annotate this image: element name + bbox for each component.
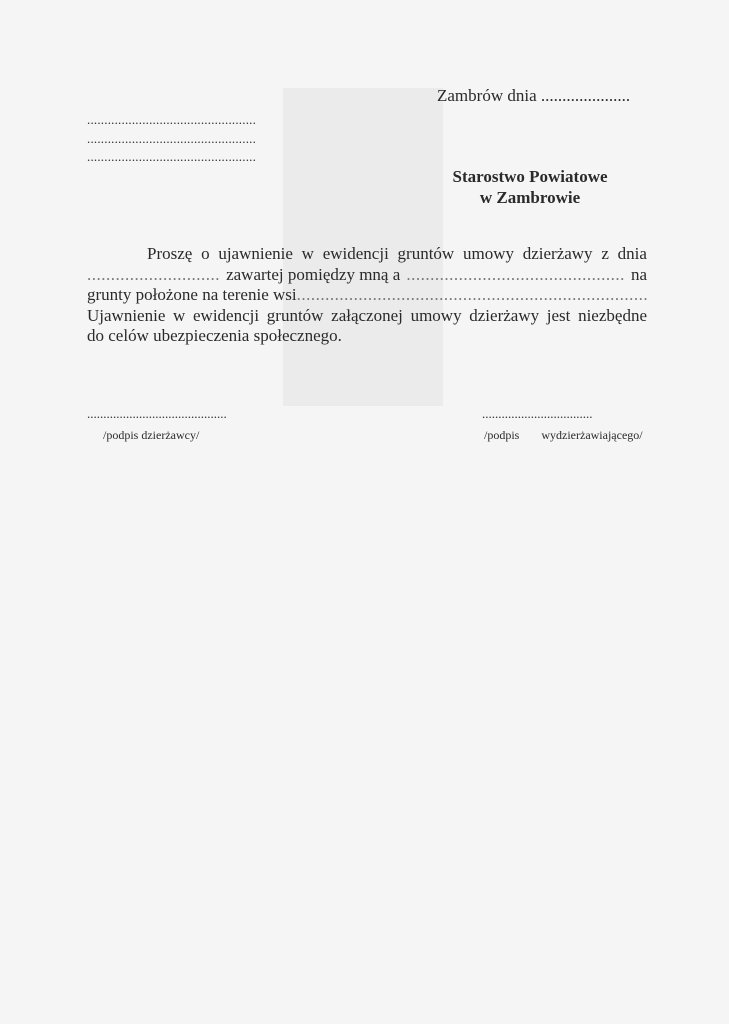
recipient-line-2: w Zambrowie [479, 188, 581, 207]
word: dnia [617, 244, 647, 263]
body-line-5: do celów ubezpieczenia społecznego. [87, 326, 342, 345]
word: Proszę [147, 244, 193, 263]
body-line-3 [87, 285, 647, 306]
body-line-2 [87, 265, 647, 286]
tenant-signature-line: ........................................... [87, 406, 227, 421]
place-date-line: Zambrów dnia ..................... [437, 86, 631, 105]
word: ewidencji [322, 244, 389, 263]
sender-line: ................................................. [87, 112, 257, 127]
word: umowy [462, 244, 514, 263]
word: dzierżawy [522, 244, 593, 263]
word: jest [546, 305, 571, 325]
word: w [173, 305, 186, 325]
body-line-1 [87, 244, 647, 265]
word: ewidencji [193, 305, 260, 325]
word: gruntów [397, 244, 455, 263]
word: załączonej [331, 305, 403, 325]
lessor-label-part-1: /podpis [484, 428, 520, 442]
date-fill-dots: ............................ [87, 264, 220, 284]
request-body [87, 244, 647, 347]
lessor-signature-label [484, 428, 643, 443]
word: z [601, 244, 609, 263]
body-line-2-end: na [630, 264, 647, 284]
word: ujawnienie [218, 244, 293, 263]
sender-line: ................................................. [87, 130, 257, 146]
word: niezbędne [578, 305, 647, 325]
tenant-signature-label: /podpis dzierżawcy/ [103, 428, 200, 442]
body-line-4 [87, 306, 647, 327]
lessor-signature-line: .................................. [482, 406, 593, 421]
sender-block [87, 110, 256, 166]
word: umowy [410, 305, 462, 325]
word: w [301, 244, 314, 263]
word: gruntów [266, 305, 324, 325]
word: Ujawnienie [87, 305, 166, 325]
body-line-3-text: grunty położone na terenie wsi [87, 285, 297, 304]
party-fill-dots: .............................................. [406, 264, 625, 284]
sender-line: ................................................. [87, 149, 257, 164]
recipient-line-1: Starostwo Powiatowe [452, 167, 608, 186]
word: dzierżawy [469, 305, 540, 325]
recipient-block [440, 166, 620, 208]
village-fill-dots: .......................................................................... [296, 285, 649, 304]
lessor-label-part-2: wydzierżawiającego/ [541, 428, 643, 442]
body-line-2-text: zawartej pomiędzy mną a [226, 264, 401, 284]
word: o [201, 244, 210, 263]
